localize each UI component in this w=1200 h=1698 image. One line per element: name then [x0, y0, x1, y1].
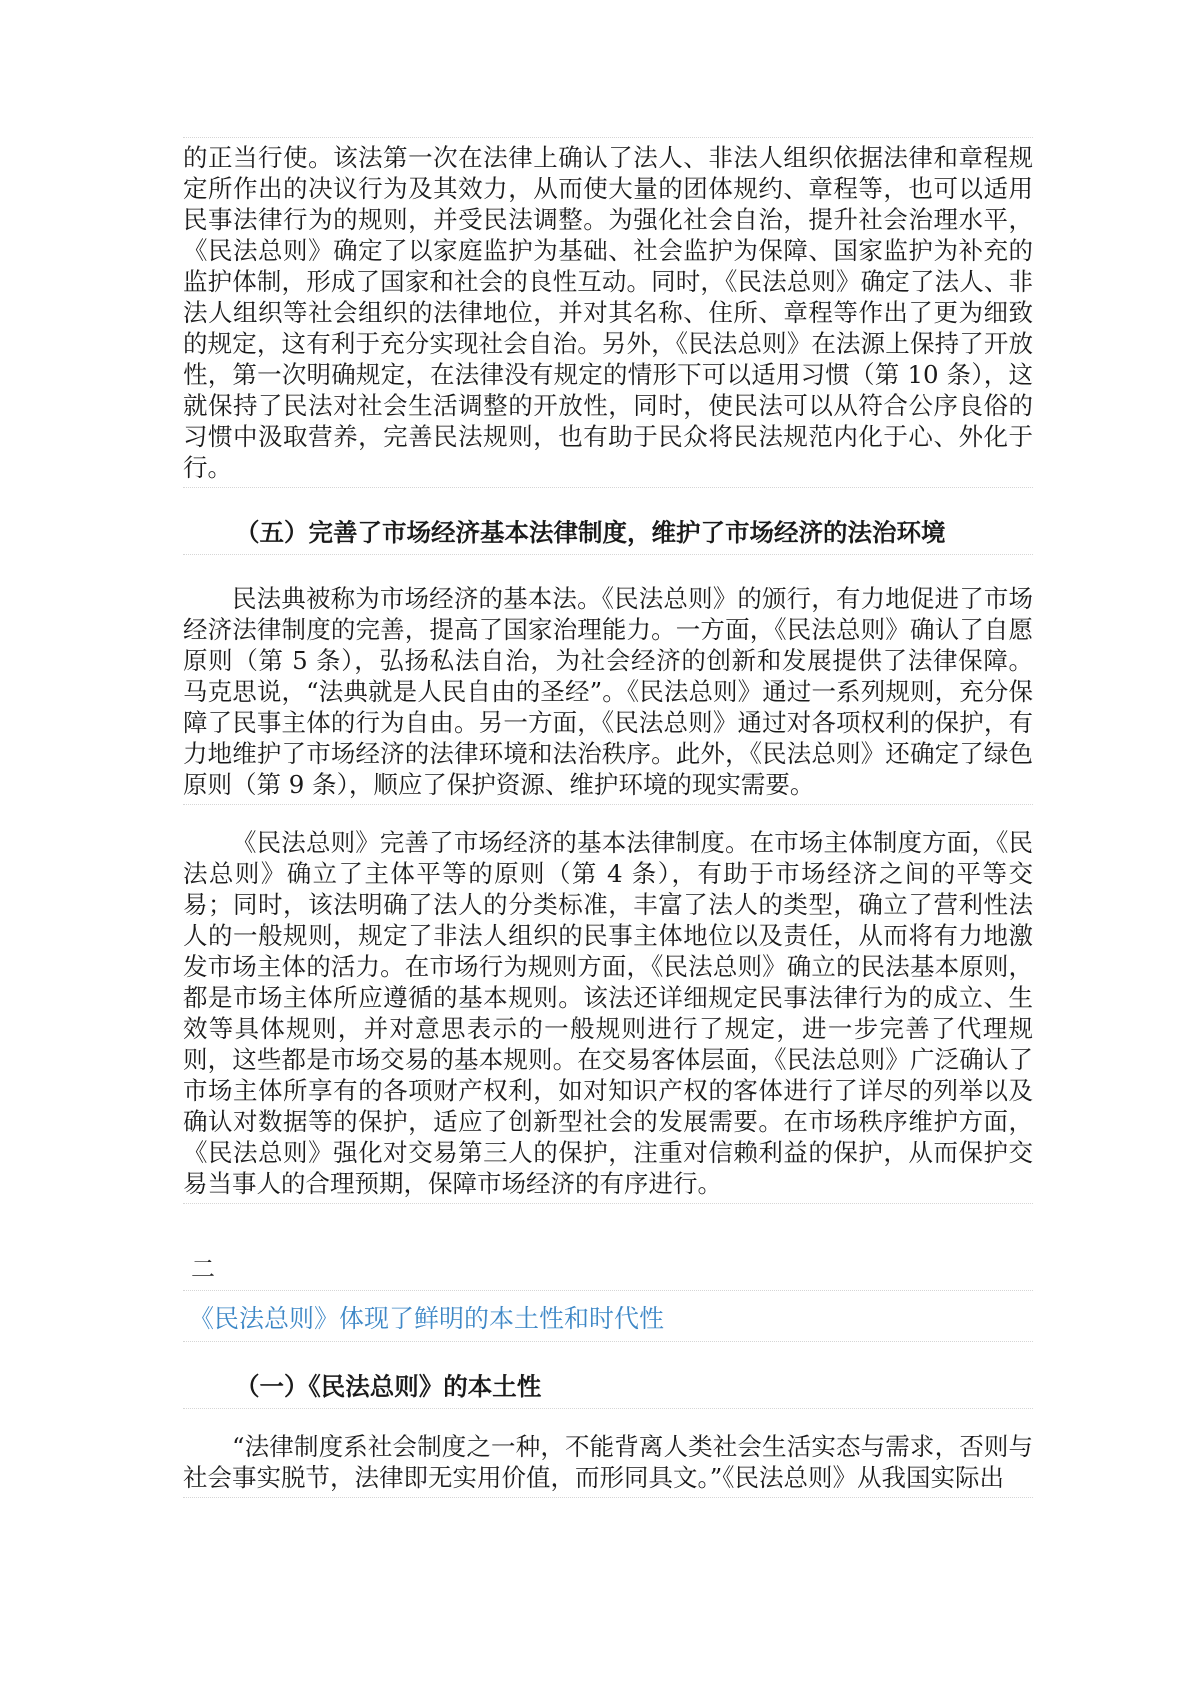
top-rule [183, 137, 1033, 138]
spacer [183, 488, 1033, 514]
section-number: 二 [183, 1250, 1033, 1291]
heading-localness: （一）《民法总则》的本土性 [183, 1368, 1033, 1409]
spacer [183, 1230, 1033, 1250]
spacer [183, 1204, 1033, 1230]
document-page [183, 140, 1033, 1498]
paragraph-social-autonomy: 的正当行使。该法第一次在法律上确认了法人、非法人组织依据法律和章程规定所作出的决议行为及其效力，从而使大量的团体规约、章程等，也可以适用民事法律行为的规则，并受民法调整。为强化社会自治，提升社会治理水平，《民法总则》确定了以家庭监护为基础、社会监护为保障、国家监护为补充的监护体制，形成了国家和社会的良性互动。同时，《民法总则》确定了法人、非法人组织等社会组织的法律地位，并对其名称、住所、章程等作出了更为细致的规定，这有利于充分实现社会自治。另外，《民法总则》在法源上保持了开放性，第一次明确规定，在法律没有规定的情形下可以适用习惯（第 10 条），这就保持了民法对社会生活调整的开放性，同时，使民法可以从符合公序良俗的习惯中汲取营养，完善民法规则，也有助于民众将民法规范内化于心、外化于行。 [183, 140, 1033, 488]
spacer [183, 1409, 1033, 1429]
heading-market-economy: （五）完善了市场经济基本法律制度，维护了市场经济的法治环境 [183, 514, 1033, 555]
section-title: 《民法总则》体现了鲜明的本土性和时代性 [183, 1297, 1033, 1342]
paragraph-market-basic-law: 民法典被称为市场经济的基本法。《民法总则》的颁行，有力地促进了市场经济法律制度的完善，提高了国家治理能力。一方面，《民法总则》确认了自愿原则（第 5 条），弘扬私法自治，为社会经济的创新和发展提供了法律保障。马克思说，“法典就是人民自由的圣经”。《民法总则》通过一系列规则，充分保障了民事主体的行为自由。另一方面，《民法总则》通过对各项权利的保护，有力地维护了市场经济的法律环境和法治秩序。此外，《民法总则》还确定了绿色原则（第 9 条），顺应了保护资源、维护环境的现实需要。 [183, 581, 1033, 805]
spacer [183, 555, 1033, 581]
spacer [183, 805, 1033, 825]
paragraph-market-legal-system: 《民法总则》完善了市场经济的基本法律制度。在市场主体制度方面，《民法总则》确立了主体平等的原则（第 4 条），有助于市场经济之间的平等交易；同时，该法明确了法人的分类标准，丰富了法人的类型，确立了营利性法人的一般规则，规定了非法人组织的民事主体地位以及责任，从而将有力地激发市场主体的活力。在市场行为规则方面，《民法总则》确立的民法基本原则，都是市场主体所应遵循的基本规则。该法还详细规定民事法律行为的成立、生效等具体规则，并对意思表示的一般规则进行了规定，进一步完善了代理规则，这些都是市场交易的基本规则。在交易客体层面，《民法总则》广泛确认了市场主体所享有的各项财产权利，如对知识产权的客体进行了详尽的列举以及确认对数据等的保护，适应了创新型社会的发展需要。在市场秩序维护方面，《民法总则》强化对交易第三人的保护，注重对信赖利益的保护，从而保护交易当事人的合理预期，保障市场经济的有序进行。 [183, 825, 1033, 1204]
paragraph-legal-system-quote: “法律制度系社会制度之一种，不能背离人类社会生活实态与需求，否则与社会事实脱节，法律即无实用价值，而形同具文。”《民法总则》从我国实际出 [183, 1429, 1033, 1498]
spacer [183, 1342, 1033, 1368]
